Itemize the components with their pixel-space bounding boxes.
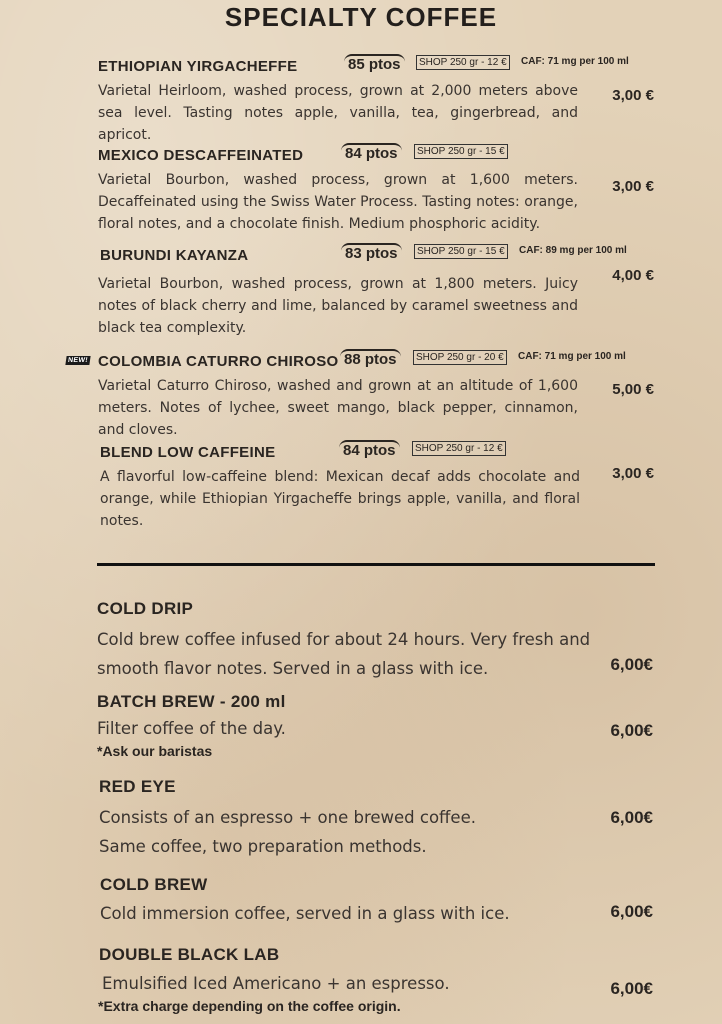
item-description: Varietal Bourbon, washed process, grown at 1,600 meters. Decaffeinated using the Swiss Water Process. Tasting notes: orange, floral notes, and a chocolate finish. Medium phosphoric acidity. — [98, 172, 578, 232]
item-name: RED EYE — [99, 777, 176, 796]
menu-item-burundi-kayanza — [98, 247, 658, 339]
score-badge: 84 ptos — [339, 440, 400, 459]
item-name: BURUNDI KAYANZA — [100, 247, 249, 264]
item-price: 6,00€ — [610, 721, 653, 740]
new-badge: NEW! — [65, 356, 90, 365]
shop-price-box: SHOP 250 gr - 12 € — [416, 55, 510, 70]
menu-item-cold-brew — [97, 875, 657, 928]
menu-item-cold-drip — [97, 599, 657, 683]
item-name: MEXICO DESCAFFEINATED — [98, 147, 304, 164]
caffeine-label: CAF: 71 mg per 100 ml — [521, 56, 629, 67]
menu-item-colombia-caturro-chiroso — [67, 351, 658, 441]
caffeine-label: CAF: 89 mg per 100 ml — [519, 245, 627, 256]
section-divider — [97, 563, 655, 566]
item-price: 3,00 € — [612, 87, 654, 104]
item-price: 6,00€ — [610, 655, 653, 674]
item-note: *Ask our baristas — [97, 743, 213, 759]
item-description: Varietal Heirloom, washed process, grown at 2,000 meters above sea level. Tasting notes apple, vanilla, tea, gingerbread, and apricot. — [98, 83, 578, 143]
item-name: ETHIOPIAN YIRGACHEFFE — [98, 58, 298, 75]
item-price: 3,00 € — [612, 178, 654, 195]
item-name: COLD DRIP — [97, 599, 194, 618]
shop-price-box: SHOP 250 gr - 12 € — [412, 441, 506, 456]
shop-price-box: SHOP 250 gr - 15 € — [414, 144, 508, 159]
item-price: 3,00 € — [612, 465, 654, 482]
shop-price-box: SHOP 250 gr - 20 € — [413, 350, 507, 365]
score-badge: 84 ptos — [341, 143, 402, 162]
score-badge: 88 ptos — [340, 349, 401, 368]
item-name: BLEND LOW CAFFEINE — [100, 444, 276, 461]
item-description: Cold brew coffee infused for about 24 hours. Very fresh and smooth flavor notes. Served in a glass with ice. — [97, 630, 591, 678]
item-name: COLOMBIA CATURRO CHIROSO — [98, 353, 339, 370]
item-note: *Extra charge depending on the coffee origin. — [98, 998, 401, 1014]
item-price: 6,00€ — [610, 979, 653, 998]
item-description: Varietal Caturro Chiroso, washed and grown at an altitude of 1,600 meters. Notes of lychee, sweet mango, black pepper, cinnamon, and cloves. — [98, 378, 578, 438]
item-price: 6,00€ — [610, 902, 653, 921]
menu-item-blend-low-caffeine — [98, 444, 658, 532]
caffeine-label: CAF: 71 mg per 100 ml — [518, 351, 626, 362]
item-name: COLD BREW — [100, 875, 208, 894]
item-description: Filter coffee of the day. — [97, 719, 286, 738]
shop-price-box: SHOP 250 gr - 15 € — [414, 244, 508, 259]
item-price: 6,00€ — [610, 808, 653, 827]
item-price: 4,00 € — [612, 267, 654, 284]
page-title: SPECIALTY COFFEE — [224, 2, 498, 32]
score-badge: 83 ptos — [341, 243, 402, 262]
item-price: 5,00 € — [612, 381, 654, 398]
item-name: DOUBLE BLACK LAB — [99, 945, 280, 964]
item-description: Consists of an espresso + one brewed coffee. Same coffee, two preparation methods. — [99, 808, 476, 856]
item-description: Emulsified Iced Americano + an espresso. — [102, 974, 450, 993]
menu-item-double-black-lab — [97, 945, 657, 1014]
menu-item-batch-brew — [97, 692, 657, 759]
menu-item-mexico-descaffeinated — [98, 147, 658, 235]
item-description: Varietal Bourbon, washed process, grown at 1,800 meters. Juicy notes of black cherry and lime, balanced by caramel sweetness and black tea complexity. — [98, 276, 578, 336]
item-name: BATCH BREW - 200 ml — [97, 692, 286, 711]
menu-item-red-eye — [97, 777, 657, 861]
score-badge: 85 ptos — [344, 54, 405, 73]
item-description: Cold immersion coffee, served in a glass with ice. — [100, 904, 510, 923]
item-description: A flavorful low-caffeine blend: Mexican decaf adds chocolate and orange, while Ethiopian Yirgacheffe brings apple, vanilla, and floral notes. — [100, 469, 580, 529]
menu-item-ethiopian-yirgacheffe — [98, 58, 658, 146]
